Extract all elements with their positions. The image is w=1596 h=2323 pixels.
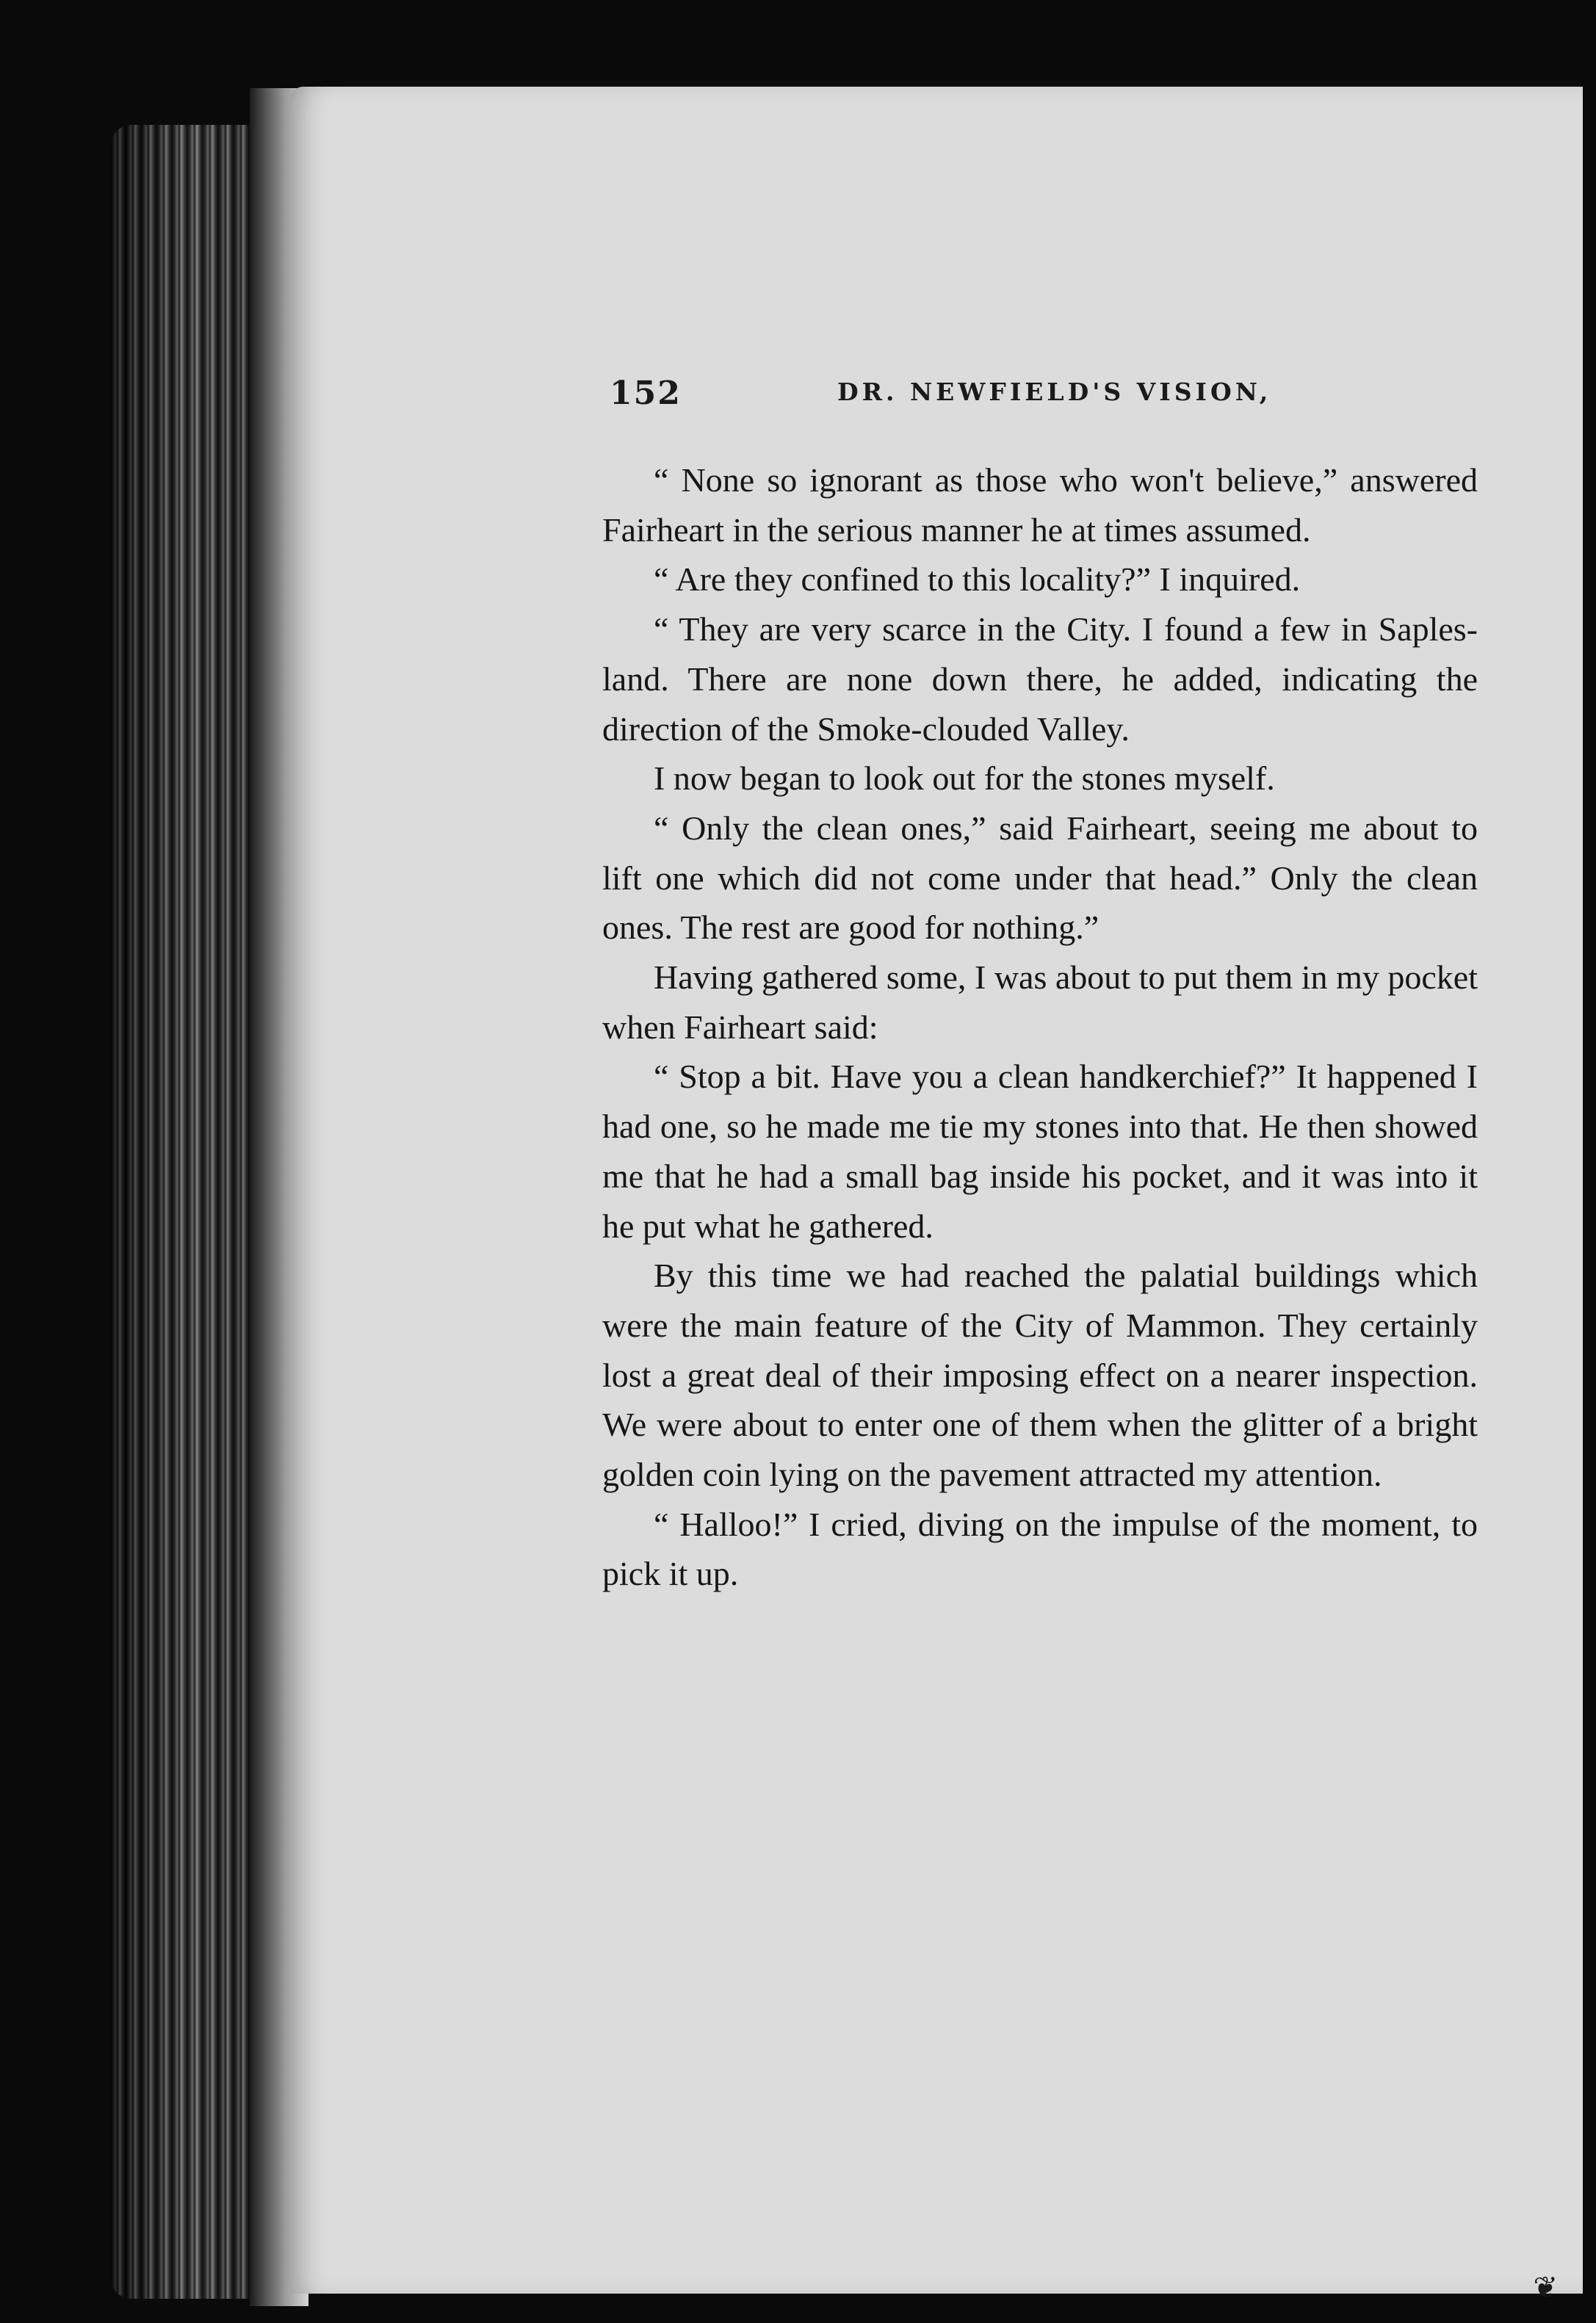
paragraph: Having gathered some, I was about to put them in my pocket when Fairheart said: xyxy=(602,958,1478,1046)
paragraph: “ None so ignorant as those who won't believe,” answered Fairheart in the serious manner he at times assumed. xyxy=(602,461,1478,549)
paragraph: “ Only the clean ones,” said Fairheart, seeing me about to lift one which did not come under that head.” Only the clean ones. The rest are good for nothing.” xyxy=(602,809,1478,947)
body-text xyxy=(602,455,1478,1599)
paragraph: “ Halloo!” I cried, diving on the impulse of the moment, to pick it up. xyxy=(602,1505,1478,1593)
paragraph: By this time we had reached the palatial buildings which were the main feature of the City of Mammon. They certainly lost a great deal of their imposing effect on a nearer inspection. We were about to enter one of them when the glitter of a bright golden coin lying on the pavement attracted my attention. xyxy=(602,1257,1478,1494)
paragraph: I now began to look out for the stones myself. xyxy=(654,759,1275,798)
paragraph: “ They are very scarce in the City. I found a few in Saples-land. There are none down there, he added, indicating the direction of the Smoke-clouded Valley. xyxy=(602,610,1478,748)
page-number: 152 xyxy=(610,375,682,412)
running-head: DR. NEWFIELD'S VISION, xyxy=(837,377,1272,406)
paragraph: “ Stop a bit. Have you a clean handkerchief?” It happened I had one, so he made me tie my stones into that. He then showed me that he had a small bag inside his pocket, and it was into it he put what he gathered. xyxy=(602,1058,1478,1245)
paragraph: “ Are they confined to this locality?” I inquired. xyxy=(654,560,1301,599)
page-header xyxy=(610,375,1476,426)
ornament-icon: ❦ xyxy=(1533,2271,1558,2305)
